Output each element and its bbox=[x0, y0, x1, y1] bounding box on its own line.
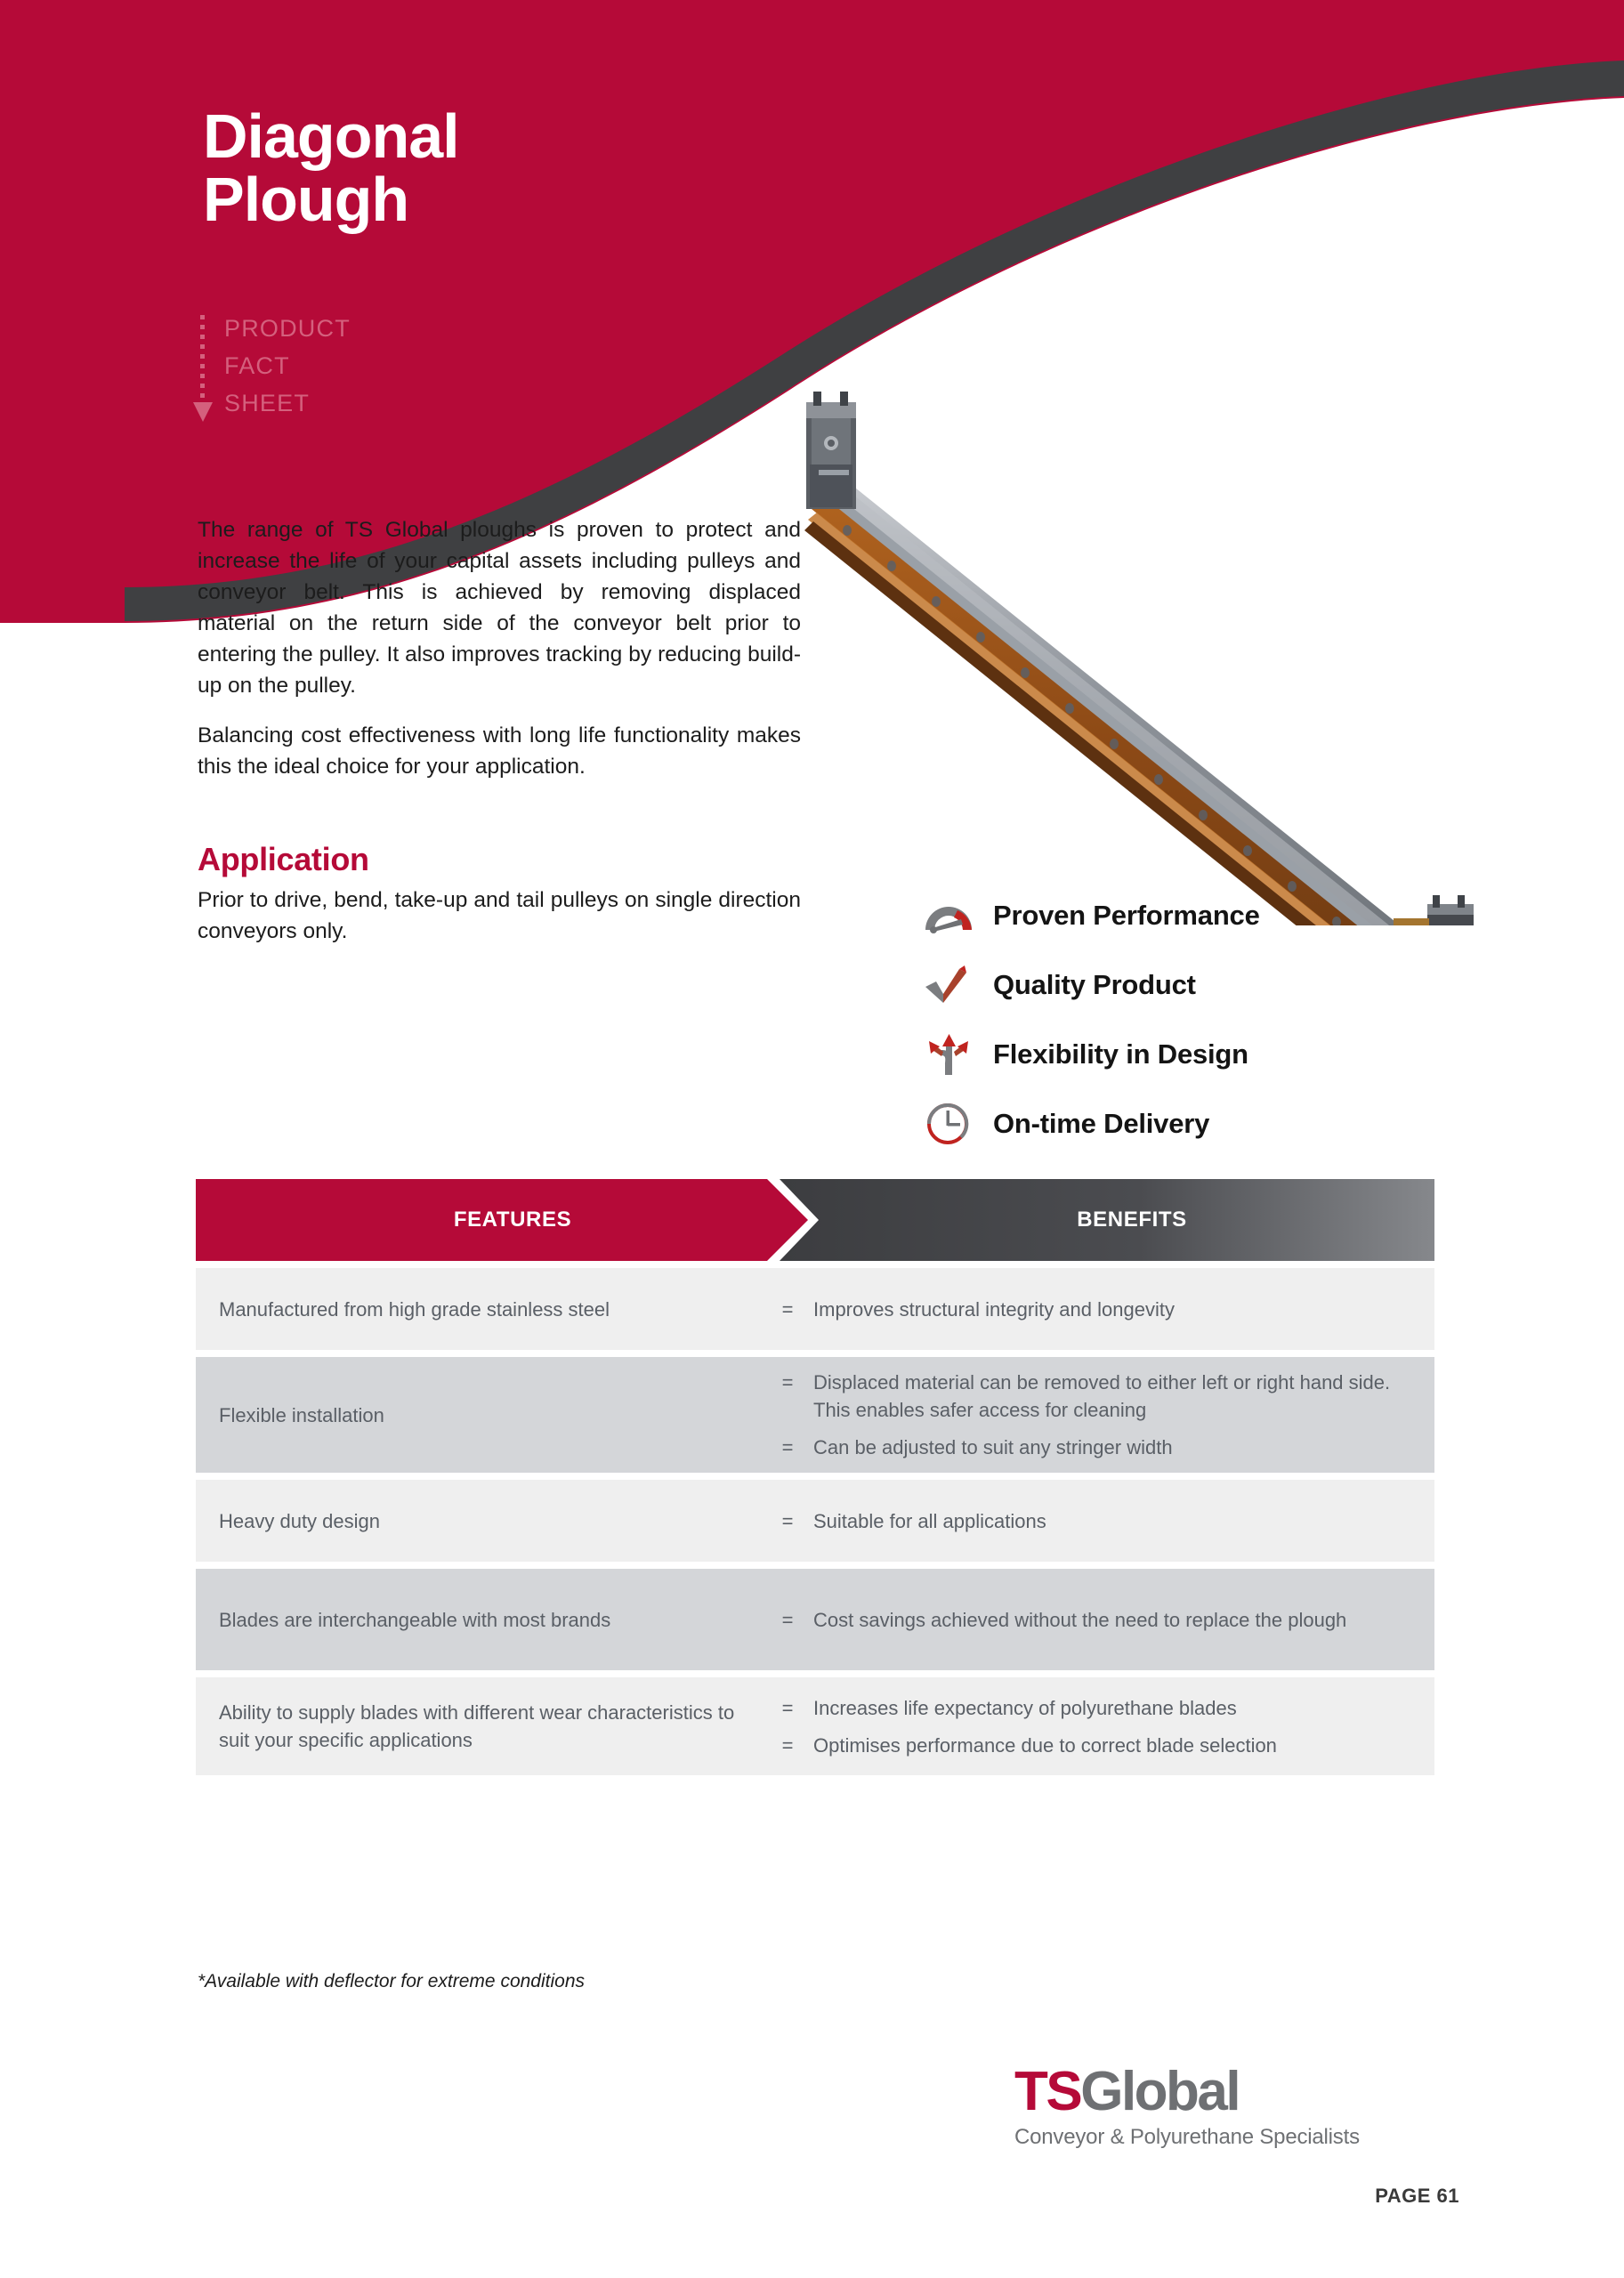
table-cell-benefits bbox=[762, 1606, 1434, 1634]
table-cell-feature: Manufactured from high grade stainless steel bbox=[219, 1297, 610, 1321]
benefit-item bbox=[762, 1507, 1413, 1535]
table-cell-benefits bbox=[762, 1369, 1434, 1461]
benefit-text: Improves structural integrity and longevity bbox=[813, 1297, 1175, 1321]
benefit-text: Suitable for all applications bbox=[813, 1509, 1046, 1532]
kicker-word-product: PRODUCT bbox=[224, 315, 351, 342]
benefit-item bbox=[762, 1369, 1413, 1424]
title-line-2: Plough bbox=[203, 165, 409, 235]
benefit-text: Optimises performance due to correct blade selection bbox=[813, 1733, 1277, 1757]
value-prop-flexibility-in-design bbox=[917, 1020, 1260, 1089]
top-bracket bbox=[806, 392, 856, 509]
product-image bbox=[792, 374, 1504, 925]
equals-sign: = bbox=[781, 1297, 794, 1321]
table-header-benefits: BENEFITS bbox=[1077, 1208, 1187, 1232]
table-cell-feature: Blades are interchangeable with most brands bbox=[219, 1608, 611, 1631]
checkmark-icon bbox=[917, 960, 981, 1010]
equals-sign: = bbox=[781, 1436, 794, 1458]
logo-global: Global bbox=[1080, 2061, 1240, 2122]
product-fact-sheet-kicker bbox=[189, 310, 351, 422]
table-cell-benefits bbox=[762, 1694, 1434, 1759]
equals-sign: = bbox=[781, 1608, 794, 1631]
application-section bbox=[198, 841, 801, 947]
benefit-item bbox=[762, 1732, 1413, 1759]
bottom-bracket bbox=[1394, 895, 1474, 925]
branching-arrows-icon bbox=[917, 1030, 981, 1079]
page-number: PAGE 61 bbox=[1375, 2185, 1459, 2207]
table-cell-benefits bbox=[762, 1296, 1434, 1323]
equals-sign: = bbox=[781, 1509, 794, 1532]
equals-sign: = bbox=[781, 1733, 794, 1757]
equals-sign: = bbox=[781, 1371, 794, 1393]
value-prop-quality-product bbox=[917, 950, 1260, 1020]
table-cell-feature: Heavy duty design bbox=[219, 1509, 380, 1532]
benefit-item bbox=[762, 1606, 1413, 1634]
logo-wordmark bbox=[1014, 2061, 1360, 2122]
logo-ts: TS bbox=[1014, 2061, 1081, 2122]
table-cell-benefits bbox=[762, 1507, 1434, 1535]
equals-sign: = bbox=[781, 1696, 794, 1719]
features-benefits-table bbox=[196, 1179, 1434, 1775]
benefit-item bbox=[762, 1694, 1413, 1722]
table-footnote: *Available with deflector for extreme conditions bbox=[198, 1971, 586, 1991]
benefit-text: Increases life expectancy of polyurethane blades bbox=[813, 1696, 1237, 1719]
benefit-text: Can be adjusted to suit any stringer width bbox=[813, 1436, 1173, 1458]
intro-paragraph-1: The range of TS Global ploughs is proven to protect and increase the life of your capital assets including pulleys and conveyor belt. This is achieved by removing displaced material on the return side of the conveyor belt prior to entering the pulley. It also improves tracking by reducing build-up on the pulley. bbox=[198, 518, 801, 698]
kicker-word-sheet: SHEET bbox=[224, 390, 311, 416]
benefit-item bbox=[762, 1434, 1413, 1461]
arrow-down-icon bbox=[193, 402, 213, 422]
company-logo bbox=[1014, 2061, 1360, 2150]
value-prop-proven-performance bbox=[917, 881, 1260, 950]
table-cell-feature: Ability to supply blades with different wear characteristics to suit your specific applications bbox=[219, 1701, 735, 1751]
application-title: Application bbox=[198, 841, 369, 877]
gauge-icon bbox=[917, 891, 981, 941]
table-row bbox=[196, 1480, 1434, 1562]
intro-text bbox=[198, 514, 801, 782]
table-row bbox=[196, 1357, 1434, 1473]
dotted-arrow-icon bbox=[189, 310, 219, 422]
clock-icon bbox=[917, 1099, 981, 1149]
table-row bbox=[196, 1569, 1434, 1670]
benefit-text: Cost savings achieved without the need to replace the plough bbox=[813, 1608, 1347, 1631]
table-header bbox=[196, 1179, 1434, 1261]
title-line-1: Diagonal bbox=[203, 101, 459, 171]
value-prop-label: Flexibility in Design bbox=[993, 1038, 1248, 1070]
intro-paragraph-2: Balancing cost effectiveness with long life functionality makes this the ideal choice for your application. bbox=[198, 723, 801, 779]
table-header-features: FEATURES bbox=[453, 1208, 572, 1232]
benefit-item bbox=[762, 1296, 1413, 1323]
table-row bbox=[196, 1677, 1434, 1775]
table-cell-feature: Flexible installation bbox=[219, 1403, 384, 1426]
benefit-text: Displaced material can be removed to either left or right hand side. This enables safer access for cleaning bbox=[813, 1371, 1391, 1421]
value-prop-label: On-time Delivery bbox=[993, 1108, 1210, 1139]
value-prop-on-time-delivery bbox=[917, 1089, 1260, 1159]
value-prop-label: Proven Performance bbox=[993, 900, 1260, 931]
value-prop-label: Quality Product bbox=[993, 969, 1196, 1000]
dotted-line bbox=[200, 315, 205, 400]
application-body: Prior to drive, bend, take-up and tail pulleys on single direction conveyors only. bbox=[198, 888, 801, 943]
value-props-list bbox=[917, 881, 1260, 1159]
table-row bbox=[196, 1268, 1434, 1350]
kicker-word-fact: FACT bbox=[224, 352, 290, 379]
logo-tagline: Conveyor & Polyurethane Specialists bbox=[1014, 2125, 1360, 2149]
page-title bbox=[203, 101, 459, 235]
